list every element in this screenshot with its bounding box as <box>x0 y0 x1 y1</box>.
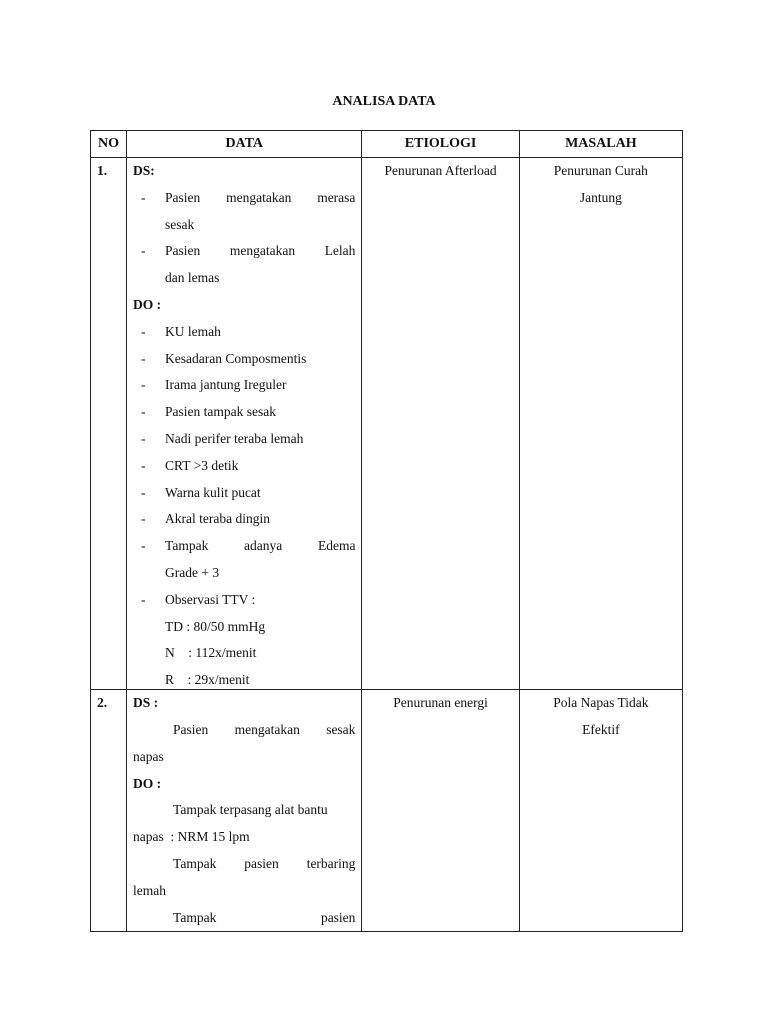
etiologi-cell: Penurunan Afterload <box>362 158 519 690</box>
row-number: 1. <box>91 158 127 690</box>
list-item: - Pasien mengatakan merasa <box>141 189 356 205</box>
ds-label: DS: <box>133 163 155 178</box>
ds-label: DS : <box>133 695 159 711</box>
list-item-continuation: dan lemas <box>165 270 220 286</box>
do-label: DO : <box>133 775 162 791</box>
paragraph-line: Tampak pasien <box>173 909 356 925</box>
list-item: - Pasien tampak sesak <box>141 404 277 420</box>
ttv-r: R : 29x/menit <box>165 672 250 688</box>
list-item: - KU lemah <box>141 323 221 339</box>
list-item-continuation: Grade + 3 <box>165 564 220 580</box>
masalah-cell: Penurunan Curah Jantung <box>519 158 682 690</box>
table-row <box>91 158 683 690</box>
list-item: - Kesadaran Composmentis <box>141 350 307 366</box>
table-header-row <box>91 131 683 158</box>
paragraph-line: Pasien mengatakan sesak <box>173 721 356 737</box>
table-row <box>91 690 683 932</box>
list-item: - Tampak adanya Edema <box>141 538 356 554</box>
paragraph-line: napas : NRM 15 lpm <box>133 829 250 845</box>
list-item: - Nadi perifer teraba lemah <box>141 430 304 446</box>
list-item: - Observasi TTV : <box>141 591 256 607</box>
data-cell <box>127 158 362 690</box>
header-masalah: MASALAH <box>519 131 682 158</box>
paragraph-line: napas <box>133 748 164 764</box>
list-item: - CRT >3 detik <box>141 457 239 473</box>
list-item: - Pasien mengatakan Lelah <box>141 243 356 259</box>
header-etiologi: ETIOLOGI <box>362 131 519 158</box>
list-item: - Akral teraba dingin <box>141 511 271 527</box>
do-label: DO : <box>133 296 162 312</box>
list-item: - Irama jantung Ireguler <box>141 377 287 393</box>
ttv-td: TD : 80/50 mmHg <box>165 618 266 634</box>
etiologi-cell: Penurunan energi <box>362 690 519 932</box>
paragraph-line: Tampak pasien terbaring <box>173 855 356 871</box>
data-cell <box>127 690 362 932</box>
list-item-continuation: sesak <box>165 216 195 232</box>
ttv-n: N : 112x/menit <box>165 645 257 661</box>
page-title: ANALISA DATA <box>332 94 436 109</box>
header-data: DATA <box>127 131 362 158</box>
row-number: 2. <box>91 690 127 932</box>
analysis-table <box>90 130 683 932</box>
list-item: - Warna kulit pucat <box>141 484 261 500</box>
masalah-cell: Pola Napas Tidak Efektif <box>519 690 682 932</box>
header-no: NO <box>91 131 127 158</box>
paragraph-line: lemah <box>133 882 167 898</box>
paragraph-line: Tampak terpasang alat bantu <box>173 802 328 818</box>
